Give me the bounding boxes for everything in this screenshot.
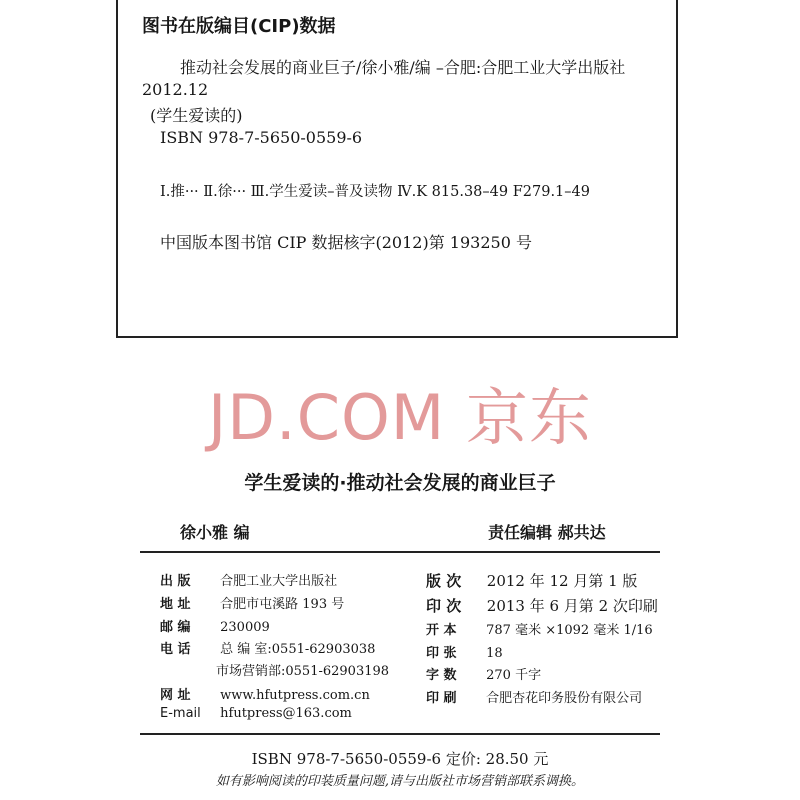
words-row xyxy=(426,664,541,683)
printer-label: 印 刷 xyxy=(426,691,457,706)
format-label: 开 本 xyxy=(426,623,457,638)
cip-title: 图书在版编目(CIP)数据 xyxy=(142,16,336,37)
cip-line-1: 推动社会发展的商业巨子/徐小雅/编 –合肥:合肥工业大学出版社 xyxy=(180,58,626,77)
website-label: 网 址 xyxy=(160,688,191,703)
website-value[interactable]: www.hfutpress.com.cn xyxy=(220,688,370,703)
postcode-label: 邮 编 xyxy=(160,620,191,635)
phone-row xyxy=(160,638,375,657)
sheets-row xyxy=(426,642,503,661)
publisher-value: 合肥工业大学出版社 xyxy=(220,574,338,589)
printing-value: 2013 年 6 月第 2 次印刷 xyxy=(486,597,658,615)
edition-label: 版 次 xyxy=(426,572,462,590)
cip-check-number: 中国版本图书馆 CIP 数据核字(2012)第 193250 号 xyxy=(160,233,532,252)
format-value: 787 毫米 ×1092 毫米 1/16 xyxy=(486,623,653,638)
divider-top xyxy=(140,551,660,553)
edition-value: 2012 年 12 月第 1 版 xyxy=(486,572,638,590)
printing-row xyxy=(426,595,658,616)
email-value[interactable]: hfutpress@163.com xyxy=(220,706,352,721)
cip-classification: Ⅰ.推··· Ⅱ.徐··· Ⅲ.学生爱读–普及读物 Ⅳ.K 815.38–49 F279.1–49 xyxy=(160,184,590,200)
isbn-price: ISBN 978-7-5650-0559-6 定价: 28.50 元 xyxy=(251,750,549,768)
sheets-label: 印 张 xyxy=(426,646,457,661)
website-row xyxy=(160,684,370,703)
edition-row xyxy=(426,570,637,591)
quality-notice: 如有影响阅读的印装质量问题,请与出版社市场营销部联系调换。 xyxy=(215,774,585,789)
address-value: 合肥市屯溪路 193 号 xyxy=(220,597,345,612)
format-row xyxy=(426,619,653,638)
sheets-value: 18 xyxy=(486,646,503,661)
jd-watermark: JD.COM 京东 xyxy=(207,381,593,454)
book-title: 学生爱读的·推动社会发展的商业巨子 xyxy=(244,472,556,494)
phone-editorial: 总 编 室:0551-62903038 xyxy=(220,642,376,657)
cip-isbn: ISBN 978-7-5650-0559-6 xyxy=(160,128,363,147)
phone-marketing: 市场营销部:0551-62903198 xyxy=(216,664,390,679)
postcode-row xyxy=(160,616,270,635)
divider-bottom xyxy=(140,733,660,735)
email-row xyxy=(160,706,352,721)
address-row xyxy=(160,593,344,612)
words-value: 270 千字 xyxy=(486,668,542,683)
postcode-value: 230009 xyxy=(220,620,270,635)
book-editor: 徐小雅 编 xyxy=(180,523,250,542)
printing-label: 印 次 xyxy=(426,597,462,615)
phone-label: 电 话 xyxy=(160,642,191,657)
publisher-row xyxy=(160,570,337,589)
printer-value: 合肥杏花印务股份有限公司 xyxy=(486,691,643,706)
address-label: 地 址 xyxy=(160,597,191,612)
cip-frame xyxy=(116,0,678,338)
email-label: E-mail xyxy=(160,706,201,721)
responsible-editor: 责任编辑 郝共达 xyxy=(488,523,606,542)
publisher-label: 出 版 xyxy=(160,574,191,589)
cip-line-3: (学生爱读的) xyxy=(150,106,243,125)
cip-line-2: 2012.12 xyxy=(142,80,209,99)
words-label: 字 数 xyxy=(426,668,457,683)
printer-row xyxy=(426,687,642,706)
